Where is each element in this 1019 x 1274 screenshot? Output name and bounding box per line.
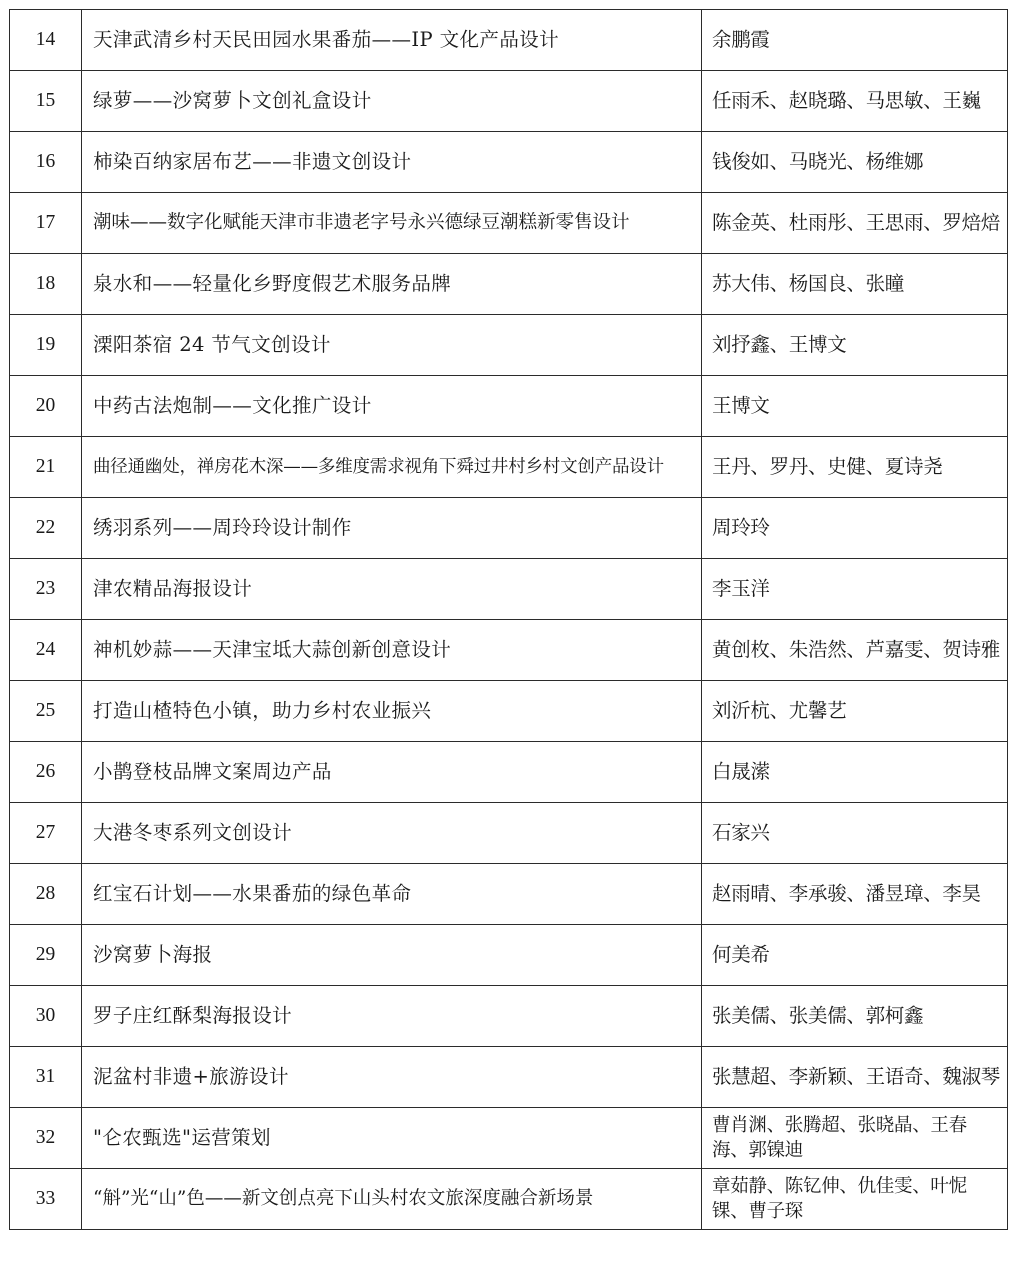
team-members — [702, 254, 1008, 315]
team-members — [702, 803, 1008, 864]
row-number: 26 — [10, 742, 82, 803]
award-list-sheet — [9, 9, 1008, 1262]
row-number: 33 — [10, 1169, 82, 1230]
row-number: 18 — [10, 254, 82, 315]
row-number: 17 — [10, 193, 82, 254]
team-members — [702, 1108, 1008, 1169]
team-members — [702, 71, 1008, 132]
project-title: 小鹊登枝品牌文案周边产品 — [82, 742, 702, 803]
team-members — [702, 1047, 1008, 1108]
team-members — [702, 864, 1008, 925]
row-number: 22 — [10, 498, 82, 559]
team-members-text: 何美希 — [712, 943, 770, 966]
team-members — [702, 986, 1008, 1047]
team-members-text: 白晟潆 — [712, 760, 770, 783]
project-title: 泉水和——轻量化乡野度假艺术服务品牌 — [82, 254, 702, 315]
award-table — [9, 9, 1008, 1230]
team-members — [702, 559, 1008, 620]
team-members-text: 陈金英、杜雨彤、王思雨、罗焙焙 — [712, 211, 1001, 234]
team-members-text: 张美儒、张美儒、郭柯鑫 — [712, 1004, 924, 1027]
table-row — [10, 10, 1008, 71]
row-number: 24 — [10, 620, 82, 681]
table-row — [10, 925, 1008, 986]
table-row — [10, 559, 1008, 620]
project-title: 中药古法炮制——文化推广设计 — [82, 376, 702, 437]
team-members-text: 张慧超、李新颖、王语奇、魏淑琴 — [712, 1065, 1001, 1088]
team-members — [702, 10, 1008, 71]
project-title: 红宝石计划——水果番茄的绿色革命 — [82, 864, 702, 925]
project-title: 绿萝——沙窝萝卜文创礼盒设计 — [82, 71, 702, 132]
team-members — [702, 437, 1008, 498]
team-members — [702, 1169, 1008, 1230]
project-title: 罗子庄红酥梨海报设计 — [82, 986, 702, 1047]
project-title: 津农精品海报设计 — [82, 559, 702, 620]
table-row — [10, 864, 1008, 925]
row-number: 25 — [10, 681, 82, 742]
team-members-text: 赵雨晴、李承骏、潘昱璋、李昊 — [712, 882, 981, 905]
table-row — [10, 1108, 1008, 1169]
table-row — [10, 803, 1008, 864]
team-members-text: 苏大伟、杨国良、张瞳 — [712, 272, 905, 295]
team-members-text: 钱俊如、马晓光、杨维娜 — [712, 150, 924, 173]
team-members — [702, 376, 1008, 437]
table-row — [10, 742, 1008, 803]
team-members — [702, 620, 1008, 681]
row-number: 27 — [10, 803, 82, 864]
row-number: 21 — [10, 437, 82, 498]
team-members-text: 黄创枚、朱浩然、芦嘉雯、贺诗雅 — [712, 638, 1001, 661]
team-members-text: 章茹静、陈钇伸、仇佳雯、叶怩锞、曹子琛 — [712, 1176, 967, 1222]
project-title: 潮味——数字化赋能天津市非遗老字号永兴德绿豆潮糕新零售设计 — [82, 193, 702, 254]
project-title: 绣羽系列——周玲玲设计制作 — [82, 498, 702, 559]
team-members-text: 李玉洋 — [712, 577, 770, 600]
row-number: 16 — [10, 132, 82, 193]
row-number: 15 — [10, 71, 82, 132]
project-title: "仑农甄选"运营策划 — [82, 1108, 702, 1169]
row-number: 19 — [10, 315, 82, 376]
team-members-text: 王博文 — [712, 394, 770, 417]
table-row — [10, 254, 1008, 315]
table-row — [10, 376, 1008, 437]
team-members-text: 刘沂杭、尤馨艺 — [712, 699, 847, 722]
team-members — [702, 498, 1008, 559]
project-title: 泥盆村非遗+旅游设计 — [82, 1047, 702, 1108]
team-members-text: 余鹏霞 — [712, 28, 770, 51]
row-number: 28 — [10, 864, 82, 925]
table-row — [10, 71, 1008, 132]
team-members-text: 石家兴 — [712, 821, 770, 844]
table-row — [10, 681, 1008, 742]
table-row — [10, 1169, 1008, 1230]
project-title: 沙窝萝卜海报 — [82, 925, 702, 986]
team-members — [702, 315, 1008, 376]
table-row — [10, 193, 1008, 254]
team-members — [702, 742, 1008, 803]
project-title: 柿染百纳家居布艺——非遗文创设计 — [82, 132, 702, 193]
project-title: 溧阳茶宿 24 节气文创设计 — [82, 315, 702, 376]
team-members — [702, 681, 1008, 742]
row-number: 23 — [10, 559, 82, 620]
award-table-body — [10, 10, 1008, 1230]
project-title: 神机妙蒜——天津宝坻大蒜创新创意设计 — [82, 620, 702, 681]
row-number: 31 — [10, 1047, 82, 1108]
team-members-text: 王丹、罗丹、史健、夏诗尧 — [712, 455, 943, 478]
table-row — [10, 132, 1008, 193]
row-number: 14 — [10, 10, 82, 71]
table-row — [10, 986, 1008, 1047]
row-number: 20 — [10, 376, 82, 437]
project-title: 天津武清乡村天民田园水果番茄——IP 文化产品设计 — [82, 10, 702, 71]
row-number: 32 — [10, 1108, 82, 1169]
table-row — [10, 437, 1008, 498]
table-row — [10, 620, 1008, 681]
team-members-text: 曹肖渊、张腾超、张晓晶、王春海、郭镍迪 — [712, 1115, 967, 1161]
team-members — [702, 925, 1008, 986]
project-title: 大港冬枣系列文创设计 — [82, 803, 702, 864]
project-title: 打造山楂特色小镇，助力乡村农业振兴 — [82, 681, 702, 742]
team-members-text: 任雨禾、赵晓璐、马思敏、王巍 — [712, 89, 981, 112]
project-title: “斛”光“山”色——新文创点亮下山头村农文旅深度融合新场景 — [82, 1169, 702, 1230]
project-title: 曲径通幽处，禅房花木深——多维度需求视角下舜过井村乡村文创产品设计 — [82, 437, 702, 498]
table-row — [10, 498, 1008, 559]
team-members-text: 周玲玲 — [712, 516, 770, 539]
table-row — [10, 1047, 1008, 1108]
team-members-text: 刘抒鑫、王博文 — [712, 333, 847, 356]
team-members — [702, 193, 1008, 254]
row-number: 29 — [10, 925, 82, 986]
row-number: 30 — [10, 986, 82, 1047]
team-members — [702, 132, 1008, 193]
table-row — [10, 315, 1008, 376]
